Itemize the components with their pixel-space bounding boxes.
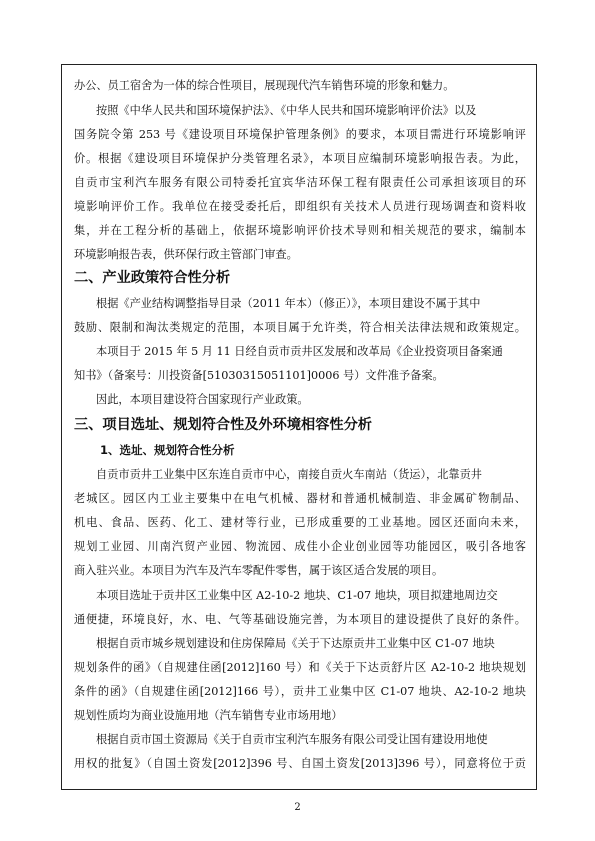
paragraph-line: 办公、员工宿舍为一体的综合性项目，展现现代汽车销售环境的形象和魅力。 — [74, 79, 455, 92]
paragraph-line: 根据自贡市国土资源局《关于自贡市宝利汽车服务有限公司受让国有建设用地使 — [96, 733, 488, 746]
paragraph-line: 知书》（备案号：川投资备[51030315051101]0006 号）文件准予备案。 — [74, 369, 444, 382]
paragraph-line: 境影响评价工作。我单位在接受委托后，即组织有关技术人员进行现场调查和资料收 — [74, 200, 526, 213]
paragraph-line: 鼓励、限制和淘汰类规定的范围，本项目属于允许类，符合相关法律法规和政策规定。 — [74, 321, 526, 334]
paragraph-line: 国务院令第 253 号《建设项目环境保护管理条例》的要求，本项目需进行环境影响评 — [74, 128, 526, 141]
paragraph-line: 规划条件的函》（自规建住函[2012]160 号）和《关于下达贡舒片区 A2-10-2 地块规划 — [74, 661, 526, 674]
paragraph-line: 规划性质均为商业设施用地（汽车销售专业市场用地） — [74, 709, 343, 722]
paragraph-line: 根据自贡市城乡规划建设和住房保障局《关于下达原贡井工业集中区 C1-07 地块 — [96, 637, 495, 650]
paragraph-line: 本项目选址于贡井区工业集中区 A2-10-2 地块、C1-07 地块，项目拟建地周边交 — [96, 589, 498, 602]
subsection-heading: 1、选址、规划符合性分析 — [100, 443, 235, 457]
paragraph-line: 条件的函》（自规建住函[2012]166 号），贡井工业集中区 C1-07 地块、A2-10-2 地块 — [74, 685, 526, 698]
paragraph-line: 用权的批复》（自国土资发[2012]396 号、自国土资发[2013]396 号），同意将位于贡 — [74, 757, 526, 770]
paragraph-line: 通便捷，环境良好，水、电、气等基础设施完善，为本项目的建设提供了良好的条件。 — [74, 613, 526, 626]
paragraph-line: 根据《产业结构调整指导目录（2011 年本）（修正）》，本项目建设不属于其中 — [96, 297, 481, 310]
paragraph-line: 规划工业园、川南汽贸产业园、物流园、成佳小企业创业园等功能园区，吸引各地客 — [74, 540, 526, 553]
paragraph-line: 本项目于 2015 年 5 月 11 日经自贡市贡井区发展和改革局《企业投资项目备案通 — [96, 345, 503, 358]
paragraph-line: 因此，本项目建设符合国家现行产业政策。 — [96, 393, 309, 406]
document-frame — [61, 64, 537, 790]
section-heading-site-selection: 三、项目选址、规划符合性及外环境相容性分析 — [74, 417, 372, 433]
paragraph-line: 商入驻兴业。本项目为汽车及汽车零配件零售，属于该区适合发展的项目。 — [74, 564, 444, 577]
paragraph-line: 老城区。园区内工业主要集中在电气机械、器材和普通机械制造、非金属矿物制品、 — [74, 492, 526, 505]
paragraph-line: 机电、食品、医药、化工、建材等行业，已形成重要的工业基地。园区还面向未来， — [74, 516, 526, 529]
paragraph-line: 自贡市贡井工业集中区东连自贡市中心，南接自贡火车南站（货运），北靠贡井 — [96, 468, 482, 481]
paragraph-line: 环境影响报告表，供环保行政主管部门审查。 — [74, 248, 298, 261]
paragraph-line: 集，并在工程分析的基础上，依据环境影响评价技术导则和相关规范的要求，编制本 — [74, 224, 526, 237]
section-heading-industry-policy: 二、产业政策符合性分析 — [74, 270, 231, 286]
paragraph-line: 按照《中华人民共和国环境保护法》、《中华人民共和国环境影响评价法》以及 — [96, 104, 477, 117]
paragraph-line: 价。根据《建设项目环境保护分类管理名录》，本项目应编制环境影响报告表。为此， — [74, 152, 526, 165]
paragraph-line: 自贡市宝利汽车服务有限公司特委托宜宾华洁环保工程有限责任公司承担该项目的环 — [74, 176, 526, 189]
page-number: 2 — [294, 802, 301, 813]
